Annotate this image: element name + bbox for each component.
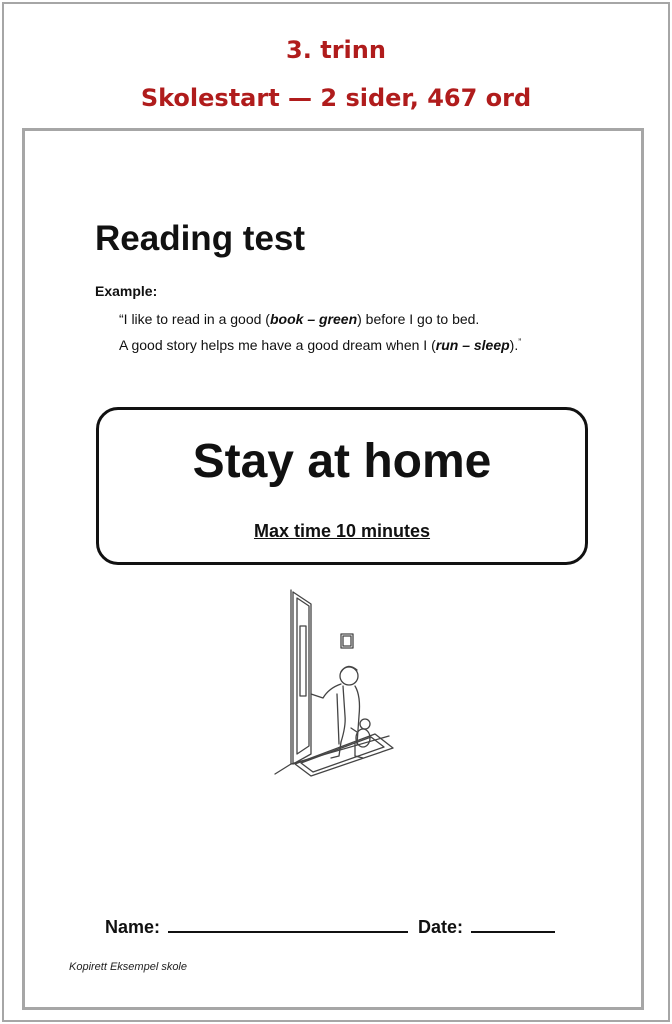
example-sentence-2 xyxy=(119,337,521,353)
copyright-note: Kopirett Eksempel skole xyxy=(69,961,187,973)
document-page xyxy=(22,128,644,1010)
example-choice: run – sleep xyxy=(435,337,510,353)
name-date-line xyxy=(105,917,555,938)
example-text: ) before I go to bed. xyxy=(357,311,480,327)
page-title: Reading test xyxy=(95,219,306,258)
date-field[interactable] xyxy=(471,917,555,933)
example-text: A good story helps me have a good dream when I ( xyxy=(119,337,436,353)
example-text: ). xyxy=(509,337,519,353)
date-label: Date: xyxy=(418,917,464,937)
name-label: Name: xyxy=(105,917,161,937)
example-label: Example: xyxy=(95,283,158,299)
example-sentence-1 xyxy=(119,311,479,327)
time-limit: Max time 10 minutes xyxy=(253,521,431,541)
grade-heading: 3. trinn xyxy=(286,36,386,64)
closing-quote: ” xyxy=(518,337,522,347)
story-title: Stay at home xyxy=(192,435,492,488)
document-subtitle: Skolestart — 2 sider, 467 ord xyxy=(140,84,532,112)
example-choice: book – green xyxy=(269,311,358,327)
name-field[interactable] xyxy=(168,917,408,933)
child-opening-door-illustration xyxy=(271,586,397,786)
example-text: “I like to read in a good ( xyxy=(119,311,270,327)
story-title-box xyxy=(96,407,588,565)
